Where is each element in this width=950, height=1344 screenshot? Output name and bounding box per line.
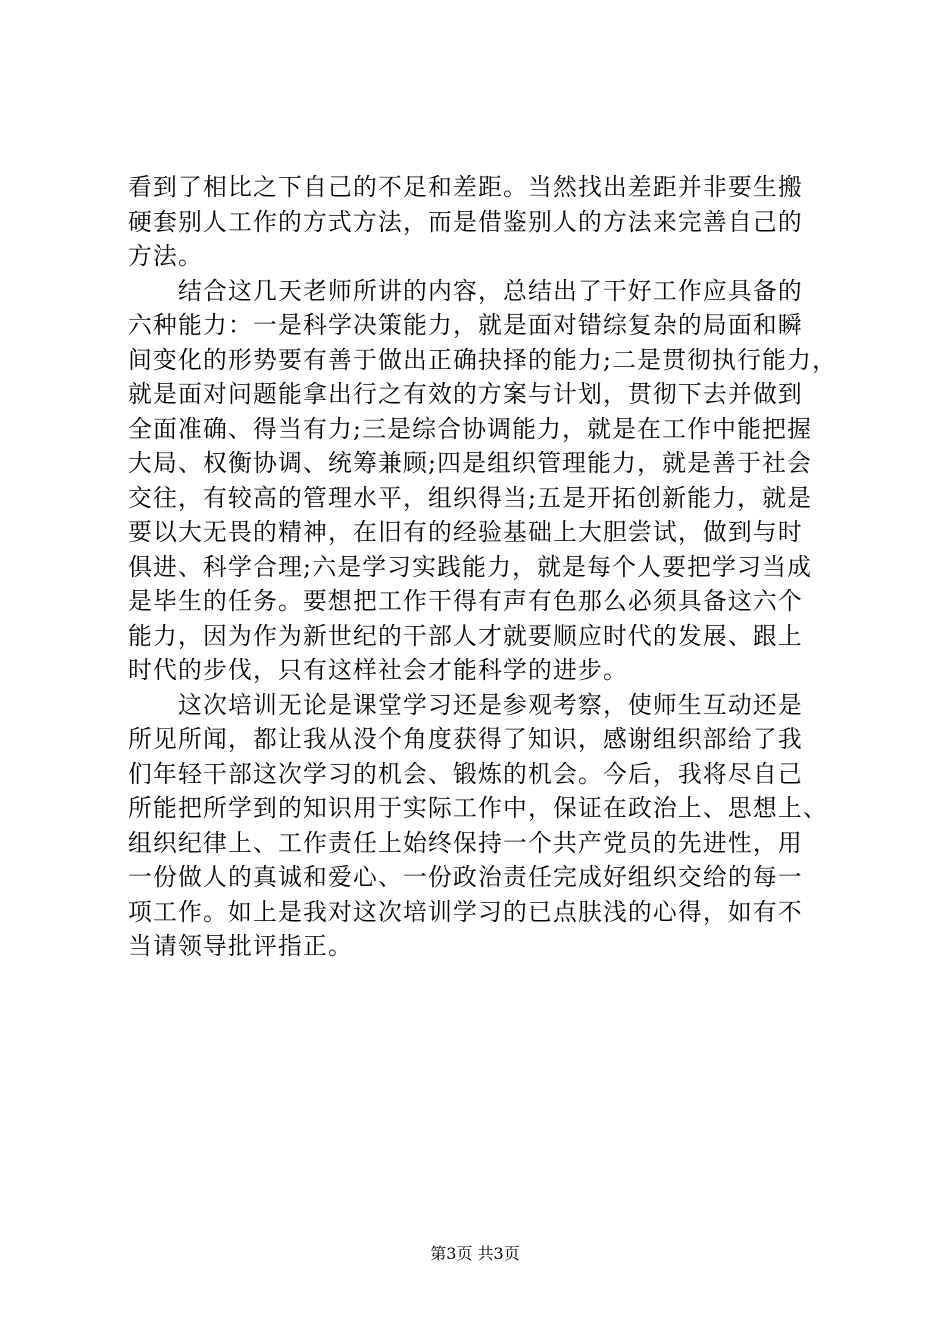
text-line: 交往，有较高的管理水平，组织得当;五是开拓创新能力，就是 <box>128 483 813 512</box>
text-line: 间变化的形势要有善于做出正确抉择的能力;二是贯彻执行能力， <box>128 345 838 374</box>
text-line: 俱进、科学合理;六是学习实践能力，就是每个人要把学习当成 <box>128 552 813 581</box>
text-line: 们年轻干部这次学习的机会、锻炼的机会。今后，我将尽自己 <box>128 759 803 788</box>
text-line: 全面准确、得当有力;三是综合协调能力，就是在工作中能把握 <box>128 414 813 443</box>
text-line: 大局、权衡协调、统筹兼顾;四是组织管理能力，就是善于社会 <box>128 449 813 477</box>
text-line: 当请领导批评指正。 <box>128 932 353 960</box>
text-line: 这次培训无论是课堂学习还是参观考察，使师生互动还是 <box>128 690 803 719</box>
text-line: 结合这几天老师所讲的内容，总结出了干好工作应具备的 <box>128 276 803 305</box>
text-line: 组织纪律上、工作责任上始终保持一个共产党员的先进性，用 <box>128 828 803 857</box>
text-line: 六种能力：一是科学决策能力，就是面对错综复杂的局面和瞬 <box>128 311 803 339</box>
text-line: 所能把所学到的知识用于实际工作中，保证在政治上、思想上、 <box>128 794 828 822</box>
text-line: 所见所闻，都让我从没个角度获得了知识，感谢组织部给了我 <box>128 725 803 753</box>
text-line: 时代的步伐，只有这样社会才能科学的进步。 <box>128 656 628 684</box>
text-line: 是毕生的任务。要想把工作干得有声有色那么必须具备这六个 <box>128 587 803 615</box>
text-line: 项工作。如上是我对这次培训学习的已点肤浅的心得，如有不 <box>128 897 803 926</box>
text-line: 方法。 <box>128 242 203 270</box>
document-body <box>128 170 838 964</box>
text-line: 能力，因为作为新世纪的干部人才就要顺应时代的发展、跟上 <box>128 621 803 650</box>
page-number-footer: 第3页 共3页 <box>430 1244 520 1263</box>
text-line: 一份做人的真诚和爱心、一份政治责任完成好组织交给的每一 <box>128 863 803 891</box>
text-line: 就是面对问题能拿出行之有效的方案与计划，贯彻下去并做到 <box>128 380 803 408</box>
text-line: 看到了相比之下自己的不足和差距。当然找出差距并非要生搬 <box>128 173 803 201</box>
text-line: 要以大无畏的精神，在旧有的经验基础上大胆尝试，做到与时 <box>128 518 803 546</box>
text-line: 硬套别人工作的方式方法，而是借鉴别人的方法来完善自己的 <box>128 207 803 236</box>
